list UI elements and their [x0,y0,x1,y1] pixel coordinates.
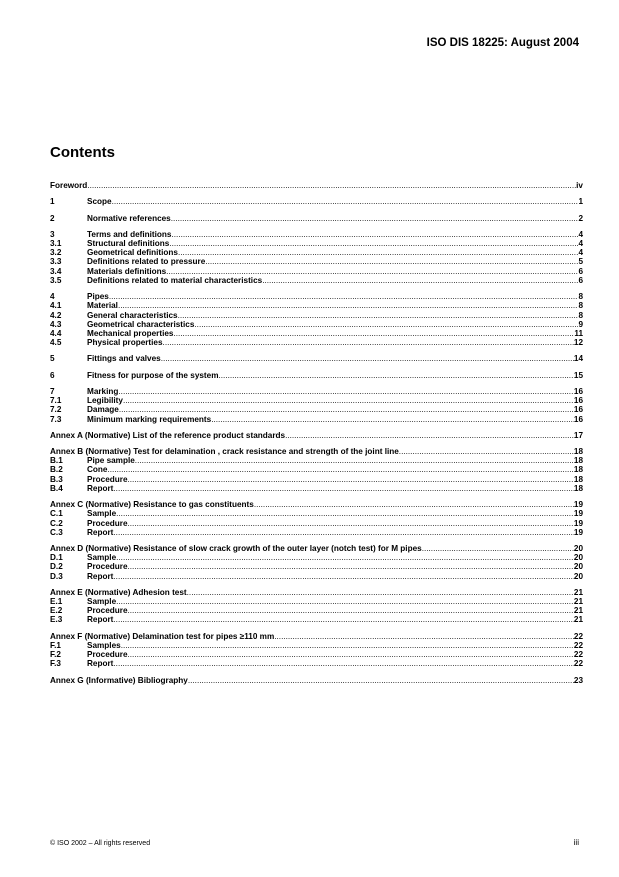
toc-dot-leader [128,519,574,528]
toc-entry-page: 8 [578,292,583,302]
toc-entry-number: 6 [50,370,55,380]
toc-entry-page: 22 [573,650,583,660]
toc-entry[interactable] [50,509,583,518]
toc-entry-page: 12 [573,338,583,348]
toc-entry-title: Fitness for purpose of the system [87,370,219,380]
toc-entry-title: Procedure [87,562,128,572]
toc-entry-title: Samples [87,640,121,650]
toc-entry-page: 4 [578,248,583,258]
toc-entry-number: 7.1 [50,396,62,406]
toc-dot-leader [112,197,579,206]
toc-entry-title: Sample [87,509,117,519]
toc-entry[interactable] [50,553,583,562]
toc-entry-title: Definitions related to pressure [87,257,206,267]
toc-entry-page: 1 [578,197,583,207]
toc-dot-leader [187,588,574,597]
toc-entry[interactable] [50,257,583,266]
toc-entry-page: 5 [578,257,583,267]
toc-entry-page: 20 [573,562,583,572]
toc-entry-number: C.3 [50,527,63,537]
toc-dot-leader [113,572,574,581]
toc-entry[interactable] [50,301,583,310]
toc-entry-page: 22 [573,631,583,641]
toc-entry-title: Report [87,483,114,493]
toc-dot-leader [116,509,574,518]
toc-entry[interactable] [50,484,583,493]
toc-entry-number: B.1 [50,456,63,466]
toc-entry[interactable] [50,447,583,456]
toc-dot-leader [118,301,578,310]
toc-entry-page: 6 [578,266,583,276]
toc-entry[interactable] [50,659,583,668]
toc-entry-page: 19 [573,509,583,519]
toc-entry[interactable] [50,641,583,650]
toc-dot-leader [118,387,573,396]
toc-dot-leader [135,456,574,465]
toc-entry-title: Pipe sample [87,456,135,466]
toc-entry-number: B.3 [50,474,63,484]
toc-entry-number: D.1 [50,553,63,563]
toc-entry[interactable] [50,197,583,206]
toc-entry-number: C.1 [50,509,63,519]
toc-dot-leader [171,214,579,223]
toc-entry-number: F.1 [50,640,61,650]
toc-entry-number: B.4 [50,483,63,493]
toc-entry-page: 18 [573,474,583,484]
toc-entry-title: Pipes [87,292,109,302]
toc-entry-page: 18 [573,483,583,493]
toc-entry-page: 19 [573,518,583,528]
toc-dot-leader [113,528,574,537]
toc-entry[interactable] [50,597,583,606]
toc-entry-page: 18 [573,447,583,457]
toc-dot-leader [285,431,574,440]
toc-entry-title: Materials definitions [87,266,167,276]
toc-entry-title: Annex E (Normative) Adhesion test [50,587,187,597]
toc-entry[interactable] [50,371,583,380]
toc-entry[interactable] [50,415,583,424]
toc-entry-number: 7.2 [50,405,62,415]
toc-entry-title: Foreword [50,181,88,190]
toc-entry-page: 8 [578,301,583,311]
toc-entry-title: Mechanical properties [87,328,174,338]
toc-entry-number: 7.3 [50,414,62,424]
toc-entry-page: 16 [573,414,583,424]
toc-dot-leader [194,320,578,329]
toc-dot-leader [205,257,578,266]
toc-dot-leader [128,475,574,484]
toc-entry[interactable] [50,572,583,581]
toc-entry[interactable] [50,431,583,440]
toc-entry-number: 4.2 [50,310,62,320]
toc-entry[interactable] [50,311,583,320]
toc-entry[interactable] [50,354,583,363]
toc-dot-leader [178,311,579,320]
toc-dot-leader [116,553,574,562]
toc-entry-number: 1 [50,197,55,207]
toc-entry[interactable] [50,405,583,414]
toc-entry-number: 4.3 [50,319,62,329]
document-id-header: ISO DIS 18225: August 2004 [426,37,579,49]
toc-entry-page: 20 [573,571,583,581]
toc-entry-title: Marking [87,386,119,396]
toc-entry-title: Annex A (Normative) List of the reference product standards [50,430,286,440]
toc-entry-number: 4 [50,292,55,302]
toc-entry[interactable] [50,562,583,571]
copyright-footer: © ISO 2002 – All rights reserved [50,840,151,847]
toc-entry[interactable] [50,292,583,301]
toc-entry-number: E.2 [50,606,63,616]
toc-entry-page: 9 [578,319,583,329]
toc-entry-number: E.3 [50,615,63,625]
toc-dot-leader [161,354,574,363]
table-of-contents [50,181,583,685]
toc-entry-title: Annex G (Informative) Bibliography [50,675,188,685]
toc-entry-number: F.2 [50,650,61,660]
toc-entry-page: 16 [573,396,583,406]
toc-entry-page: 19 [573,527,583,537]
toc-entry-page: 4 [578,229,583,239]
toc-entry-title: Annex C (Normative) Resistance to gas constituents [50,500,254,510]
toc-entry[interactable] [50,544,583,553]
toc-dot-leader [163,338,574,347]
toc-entry-title: Fittings and valves [87,354,161,364]
toc-entry-title: Legibility [87,396,123,406]
toc-entry-page: 4 [578,239,583,249]
toc-entry[interactable] [50,230,583,239]
toc-entry-page: 22 [573,659,583,669]
toc-entry[interactable] [50,676,583,685]
toc-entry-page: 19 [573,500,583,510]
toc-entry[interactable] [50,387,583,396]
toc-entry-page: 22 [573,640,583,650]
toc-entry-number: 3 [50,229,55,239]
toc-entry-number: D.2 [50,562,63,572]
toc-entry-title: Material [87,301,118,311]
toc-dot-leader [274,632,574,641]
toc-entry[interactable] [50,632,583,641]
toc-dot-leader [188,676,574,685]
toc-entry-page: 6 [578,275,583,285]
toc-entry-title: Physical properties [87,338,163,348]
toc-entry[interactable] [50,239,583,248]
toc-dot-leader [178,248,578,257]
toc-entry-title: Geometrical definitions [87,248,178,258]
toc-entry[interactable] [50,650,583,659]
toc-entry-title: Cone [87,465,108,475]
toc-dot-leader [128,606,574,615]
toc-entry-number: C.2 [50,518,63,528]
toc-entry[interactable] [50,276,583,285]
toc-entry-title: Procedure [87,606,128,616]
toc-dot-leader [254,500,574,509]
toc-dot-leader [211,415,574,424]
toc-entry-title: Annex F (Normative) Delamination test for pipes ≥110 mm [50,631,275,641]
toc-entry-title: Report [87,527,114,537]
toc-entry-title: Definitions related to material characteristics [87,275,263,285]
toc-entry-title: Procedure [87,474,128,484]
toc-entry-page: 20 [573,553,583,563]
toc-dot-leader [171,230,578,239]
toc-entry-number: D.3 [50,571,63,581]
toc-entry-number: 3.2 [50,248,62,258]
page-number: iii [573,838,579,847]
toc-entry-title: Geometrical characteristics [87,319,195,329]
toc-entry[interactable] [50,267,583,276]
toc-entry[interactable] [50,181,583,190]
toc-entry-page: iv [576,181,583,190]
toc-entry-page: 2 [578,213,583,223]
toc-dot-leader [123,396,574,405]
toc-dot-leader [173,329,574,338]
toc-entry-title: Procedure [87,518,128,528]
toc-entry-page: 20 [573,544,583,554]
toc-entry-page: 21 [573,597,583,607]
toc-entry-title: Annex D (Normative) Resistance of slow crack growth of the outer layer (notch test) for M pipes [50,544,422,554]
toc-entry[interactable] [50,528,583,537]
toc-entry-page: 16 [573,386,583,396]
page-title: Contents [50,144,115,161]
toc-entry-number: 4.5 [50,338,62,348]
toc-entry[interactable] [50,248,583,257]
toc-entry-page: 18 [573,465,583,475]
toc-entry-number: F.3 [50,659,61,669]
toc-dot-leader [116,597,574,606]
toc-entry-number: 3.4 [50,266,62,276]
toc-dot-leader [113,659,574,668]
toc-entry-title: Procedure [87,650,128,660]
toc-dot-leader [109,292,579,301]
toc-entry-page: 11 [574,328,583,338]
toc-dot-leader [87,181,576,190]
toc-dot-leader [166,267,578,276]
toc-dot-leader [128,562,574,571]
toc-entry-title: Normative references [87,213,171,223]
toc-entry-page: 21 [573,587,583,597]
toc-entry-number: B.2 [50,465,63,475]
toc-entry[interactable] [50,320,583,329]
toc-entry-page: 15 [573,370,583,380]
toc-entry[interactable] [50,615,583,624]
toc-entry-number: 4.1 [50,301,62,311]
toc-entry-number: 2 [50,213,55,223]
toc-entry-title: Terms and definitions [87,229,172,239]
toc-entry-page: 17 [573,430,583,440]
toc-entry-title: Damage [87,405,119,415]
toc-entry-number: 5 [50,354,55,364]
toc-entry-page: 8 [578,310,583,320]
toc-entry-page: 21 [573,606,583,616]
toc-entry-title: Structural definitions [87,239,170,249]
toc-dot-leader [121,641,574,650]
toc-dot-leader [113,615,574,624]
toc-entry-page: 18 [573,456,583,466]
toc-entry[interactable] [50,519,583,528]
toc-dot-leader [107,465,573,474]
toc-entry-title: General characteristics [87,310,178,320]
toc-entry-page: 14 [573,354,583,364]
toc-entry[interactable] [50,606,583,615]
toc-entry-title: Minimum marking requirements [87,414,212,424]
toc-entry[interactable] [50,588,583,597]
toc-entry[interactable] [50,475,583,484]
toc-entry[interactable] [50,396,583,405]
toc-dot-leader [169,239,578,248]
toc-dot-leader [128,650,574,659]
toc-dot-leader [218,371,573,380]
toc-dot-leader [422,544,574,553]
toc-entry[interactable] [50,338,583,347]
toc-entry-number: 3.1 [50,239,62,249]
toc-entry[interactable] [50,329,583,338]
toc-entry-page: 23 [573,675,583,685]
toc-entry-title: Sample [87,597,117,607]
toc-entry-title: Report [87,615,114,625]
toc-dot-leader [399,447,574,456]
toc-entry-number: 4.4 [50,328,62,338]
toc-entry-title: Scope [87,197,112,207]
toc-entry-title: Report [87,659,114,669]
toc-dot-leader [119,405,574,414]
toc-entry-page: 21 [573,615,583,625]
toc-entry-title: Report [87,571,114,581]
toc-entry-number: 7 [50,386,55,396]
toc-entry-number: E.1 [50,597,63,607]
toc-entry[interactable] [50,456,583,465]
toc-entry-number: 3.5 [50,275,62,285]
toc-dot-leader [113,484,574,493]
toc-entry-title: Sample [87,553,117,563]
toc-entry-title: Annex B (Normative) Test for delamination , crack resistance and strength of the joint line [50,447,399,457]
toc-entry[interactable] [50,214,583,223]
toc-dot-leader [262,276,578,285]
toc-entry-number: 3.3 [50,257,62,267]
toc-entry[interactable] [50,500,583,509]
toc-entry[interactable] [50,465,583,474]
toc-entry-page: 16 [573,405,583,415]
